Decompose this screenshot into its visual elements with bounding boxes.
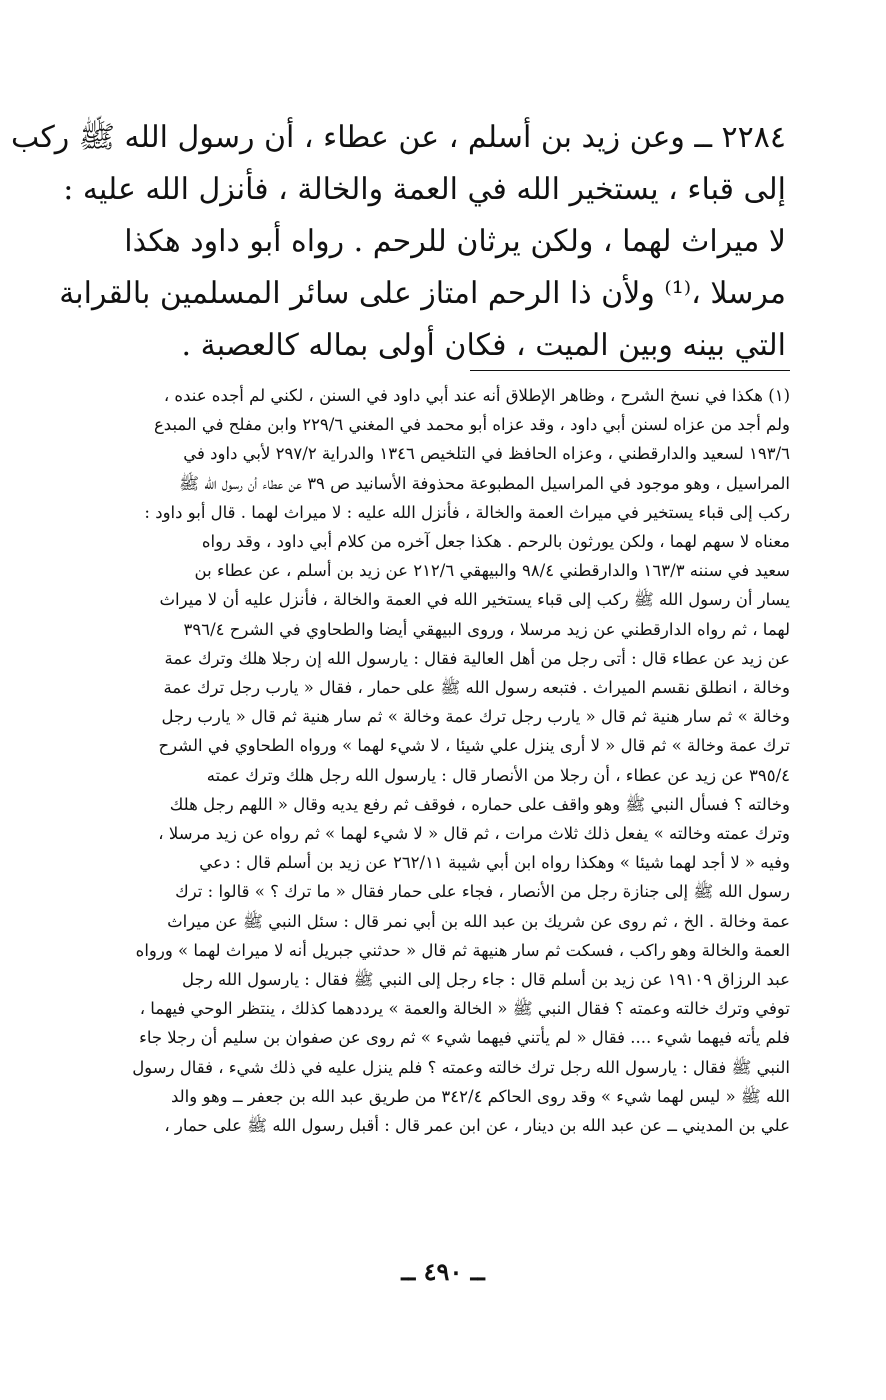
footnote-line: (١) هكذا في نسخ الشرح ، وظاهر الإطلاق أنه عند أبي داود في السنن ، لكني لم أجده عنده ، — [163, 386, 790, 405]
footnote-line: الله ﷺ « ليس لهما شيء » وقد روى الحاكم ٣٤٢/٤ من طريق عبد الله بن جعفر ــ وهو والد — [170, 1086, 790, 1106]
footnote-line: ٣٩٥/٤ عن زيد عن عطاء ، أن رجلا من الأنصار قال : يارسول الله رجل هلك وترك عمته — [206, 765, 790, 785]
footnote-line: يسار أن رسول الله ﷺ ركب إلى قباء يستخير الله في العمة والخالة ، فأنزل عليه أن لا ميراث — [159, 590, 790, 610]
main-text-line: لا ميراث لهما ، ولكن يرثان للرحم . رواه أبو داود هكذا — [124, 224, 786, 259]
main-text-line: مرسلا ،⁽¹⁾ ولأن ذا الرحم امتاز على سائر المسلمين بالقرابة — [59, 276, 786, 311]
footnote-line: رسول الله ﷺ إلى جنازة رجل من الأنصار ، فجاء على حمار فقال « ما ترك ؟ » قالوا : ترك — [175, 882, 790, 902]
footnote-line: وخالته ؟ فسأل النبي ﷺ وهو واقف على حماره ، فوقف ثم رفع يديه وقال « اللهم رجل هلك — [169, 794, 790, 814]
footnote-line: ولم أجد من عزاه لسنن أبي داود ، وقد عزاه أبو محمد في المغني ٢٢٩/٦ وابن مفلح في المبدع — [153, 415, 790, 435]
footnote-line: وترك عمته وخالته » يفعل ذلك ثلاث مرات ، ثم قال « لا شيء لهما » ثم رواه عن زيد مرسلا ، — [158, 824, 790, 844]
main-text — [10, 112, 786, 372]
footnote-line: سعيد في سننه ١٦٣/٣ والدارقطني ٩٨/٤ والبيهقي ٢١٢/٦ عن زيد بن أسلم ، عن عطاء بن — [194, 561, 790, 581]
footnote-line: عبد الرزاق ١٩١٠٩ عن زيد بن أسلم قال : جاء رجل إلى النبي ﷺ فقال : يارسول الله رجل — [182, 970, 790, 990]
footnote-line: ركب إلى قباء يستخير في ميراث العمة والخالة ، فأنزل الله عليه : لا ميراث لهما . قال أبو داود : — [144, 502, 790, 522]
main-text-line: التي بينه وبين الميت ، فكان أولى بماله كالعصبة . — [181, 328, 786, 363]
footnote-line: لهما ، ثم رواه الدارقطني عن زيد مرسلا ، وروى البيهقي أيضا والطحاوي في الشرح ٣٩٦/٤ — [183, 619, 790, 639]
footnote-divider — [470, 370, 790, 371]
footnote-line: ترك عمة وخالة » ثم قال « لا أرى ينزل علي شيئا ، لا شيء لهما » ورواه الطحاوي في الشرح — [158, 736, 790, 756]
footnote-line: النبي ﷺ فقال : يارسول الله رجل ترك خالته وعمته ؟ فلم ينزل عليه في ذلك شيء ، فقال رسول — [132, 1057, 790, 1077]
footnote-line: وخالة » ثم سار هنية ثم قال « يارب رجل ترك عمة وخالة » ثم سار هنية ثم قال « يارب رجل — [161, 707, 790, 727]
main-text-line: إلى قباء ، يستخير الله في العمة والخالة ، فأنزل الله عليه : — [63, 172, 786, 207]
footnote-line: المراسيل ، وهو موجود في المراسيل المطبوعة محذوفة الأسانيد ص ٣٩ عن عطاء أن رسول الله ﷺ — [179, 473, 790, 493]
footnote-line: وخالة ، انطلق نقسم الميراث . فتبعه رسول الله ﷺ على حمار ، فقال « يارب رجل ترك عمة — [163, 678, 790, 698]
footnote-line: ١٩٣/٦ لسعيد والدارقطني ، وعزاه الحافظ في التلخيص ١٣٤٦ والدراية ٢٩٧/٢ لأبي داود في — [183, 444, 790, 464]
footnote-line: توفي وترك خالته وعمته ؟ فقال النبي ﷺ « الخالة والعمة » يرددهما كذلك ، ينتظر الوحي فيهما ، — [139, 999, 790, 1019]
main-text-line: ٢٢٨٤ ــ وعن زيد بن أسلم ، عن عطاء ، أن رسول الله ﷺ ركب — [10, 120, 786, 155]
footnote-line: معناه لا سهم لهما ، ولكن يورثون بالرحم . هكذا جعل آخره من كلام أبي داود ، وقد رواه — [201, 532, 790, 552]
footnote-line: عمة وخالة . الخ ، ثم روى عن شريك بن عبد الله بن أبي نمر قال : سئل النبي ﷺ عن ميراث — [167, 911, 790, 931]
footnote-line: وفيه « لا أجد لهما شيئا » وهكذا رواه ابن أبي شيبة ٢٦٢/١١ عن زيد بن أسلم قال : دعي — [199, 853, 790, 873]
footnote-line: فلم يأته فيهما شيء .... فقال « لم يأتني فيهما شيء » ثم روى عن صفوان بن سليم أن رجلا جاء — [139, 1028, 790, 1048]
page-number: ــ ٤٩٠ ــ — [401, 1257, 485, 1286]
footnote — [98, 381, 790, 1140]
footnote-line: علي بن المديني ــ عن عبد الله بن دينار ، عن ابن عمر قال : أقبل رسول الله ﷺ على حمار ، — [164, 1116, 790, 1136]
footnote-line: عن زيد عن عطاء قال : أتى رجل من أهل العالية فقال : يارسول الله إن رجلا هلك وترك عمة — [164, 648, 790, 668]
footnote-line: العمة والخالة وهو راكب ، فسكت ثم سار هنيهة ثم قال « حدثني جبريل أنه لا ميراث لهما » ورواه — [135, 940, 790, 960]
